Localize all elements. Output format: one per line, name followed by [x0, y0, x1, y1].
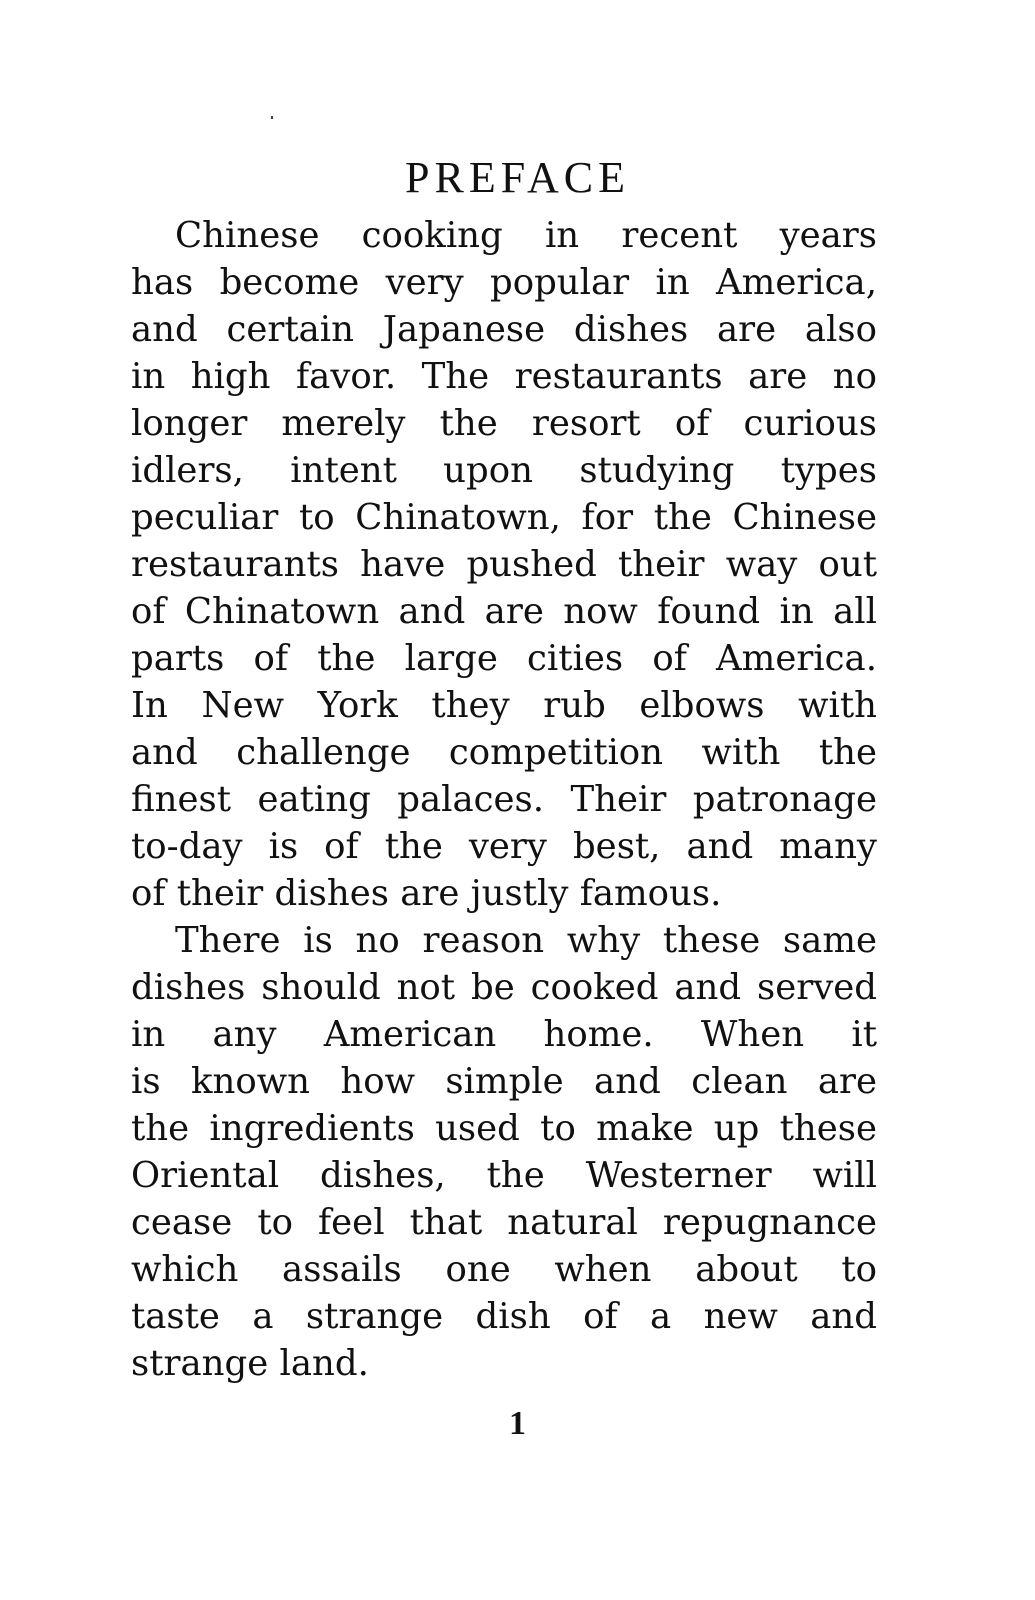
paragraph-2 [131, 917, 877, 1387]
page-number: 1 [509, 1405, 526, 1442]
text-line: and challenge competition with the [131, 732, 877, 773]
text-line: Chinese cooking in recent years [175, 215, 877, 256]
text-line: In New York they rub elbows with [131, 685, 877, 726]
paragraph-1 [131, 212, 877, 917]
text-line: parts of the large cities of America. [131, 638, 877, 679]
text-line: is known how simple and clean are [131, 1061, 877, 1102]
text-line: the ingredients used to make up these [131, 1108, 877, 1149]
text-line: and certain Japanese dishes are also [131, 309, 877, 350]
page-title: PREFACE [405, 153, 630, 202]
text-line: Oriental dishes, the Westerner will [131, 1155, 877, 1196]
text-line: There is no reason why these same [175, 920, 877, 961]
text-line: taste a strange dish of a new and [131, 1296, 877, 1337]
text-line: restaurants have pushed their way out [131, 544, 877, 585]
print-speck [271, 116, 273, 119]
text-line: cease to feel that natural repugnance [131, 1202, 877, 1243]
text-line: finest eating palaces. Their patronage [131, 779, 877, 820]
text-line: has become very popular in America, [131, 262, 877, 303]
text-line: dishes should not be cooked and served [131, 967, 877, 1008]
text-line: in high favor. The restaurants are no [131, 356, 877, 397]
text-line: in any American home. When it [131, 1014, 877, 1055]
text-line: idlers, intent upon studying types [131, 450, 877, 491]
text-line: peculiar to Chinatown, for the Chinese [131, 497, 877, 538]
text-line: to-day is of the very best, and many [131, 826, 877, 867]
text-line: which assails one when about to [131, 1249, 877, 1290]
body-text [131, 212, 877, 1387]
text-line: strange land. [131, 1343, 369, 1384]
text-line: longer merely the resort of curious [131, 403, 877, 444]
text-line: of their dishes are justly famous. [131, 873, 722, 914]
text-line: of Chinatown and are now found in all [131, 591, 877, 632]
